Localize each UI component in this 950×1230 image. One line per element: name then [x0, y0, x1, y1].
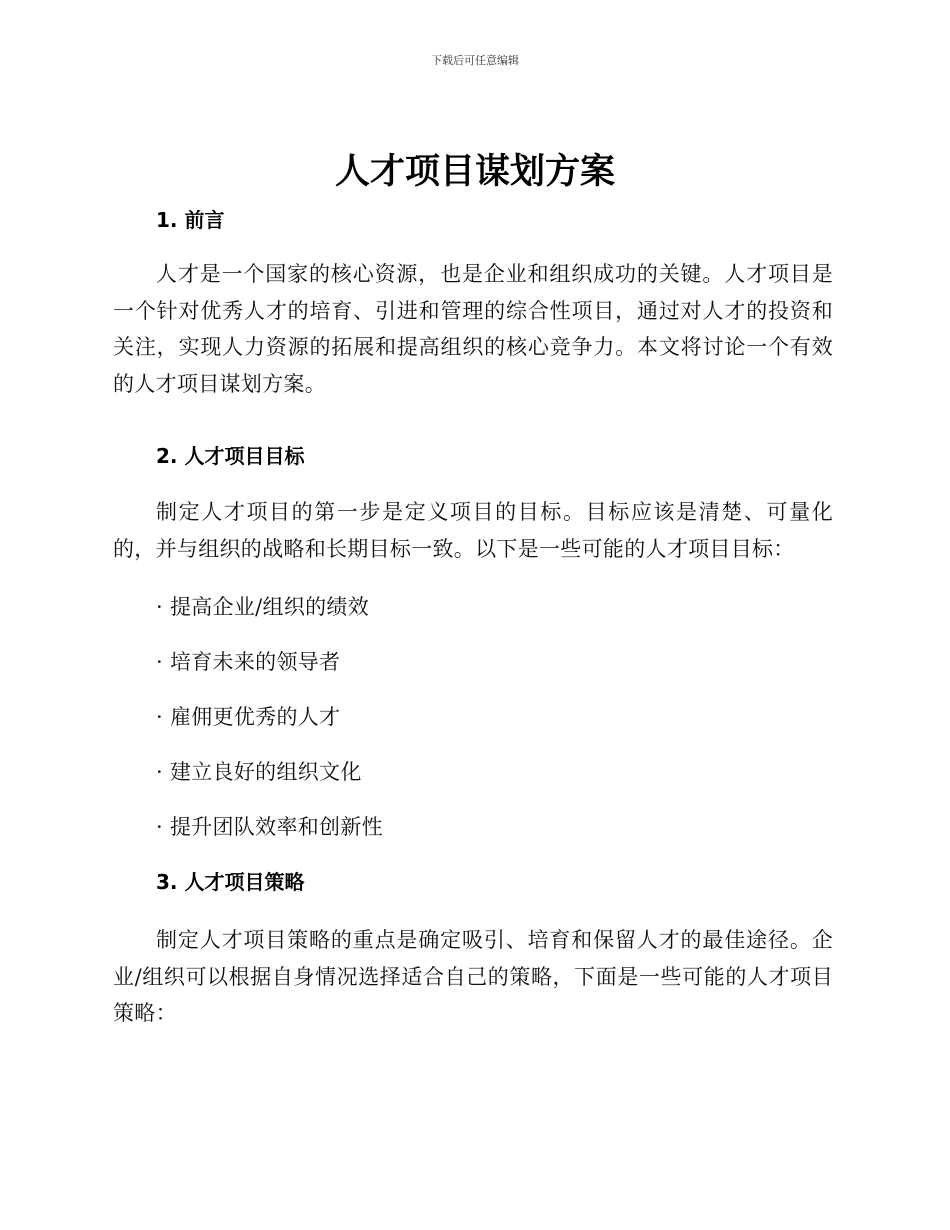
- section-1-body: [113, 256, 833, 402]
- section-paragraph: 制定人才项目的第一步是定义项目的目标。目标应该是清楚、可量化的，并与组织的战略和长期目标一致。以下是一些可能的人才项目目标：: [113, 500, 833, 561]
- section-2-body: [113, 494, 833, 567]
- bullet-text: · 雇佣更优秀的人才: [156, 705, 341, 729]
- section-2: [113, 441, 833, 471]
- section-heading: 2. 人才项目目标: [156, 444, 305, 468]
- document-title: 人才项目谋划方案: [334, 152, 615, 192]
- section-heading: 3. 人才项目策略: [156, 870, 305, 894]
- header-note: 下载后可任意编辑: [431, 54, 519, 67]
- bullet-item: [113, 702, 833, 732]
- section-paragraph: 制定人才项目策略的重点是确定吸引、培育和保留人才的最佳途径。企业/组织可以根据自身情况选择适合自己的策略，下面是一些可能的人才项目策略：: [113, 928, 833, 1025]
- section-3-body: [113, 922, 833, 1032]
- bullet-item: [113, 647, 833, 677]
- bullet-item: [113, 592, 833, 622]
- section-3: [113, 867, 833, 897]
- section-paragraph: 人才是一个国家的核心资源，也是企业和组织成功的关键。人才项目是一个针对优秀人才的培育、引进和管理的综合性项目，通过对人才的投资和关注，实现人力资源的拓展和提高组织的核心竞争力。本文将讨论一个有效的人才项目谋划方案。: [113, 262, 833, 396]
- section-1: [113, 205, 833, 235]
- bullet-text: · 培育未来的领导者: [156, 650, 341, 674]
- bullet-item: [113, 812, 833, 842]
- bullet-item: [113, 757, 833, 787]
- section-heading: 1. 前言: [156, 208, 225, 232]
- bullet-text: · 提升团队效率和创新性: [156, 815, 383, 839]
- bullet-text: · 建立良好的组织文化: [156, 760, 362, 784]
- bullet-text: · 提高企业/组织的绩效: [156, 595, 370, 619]
